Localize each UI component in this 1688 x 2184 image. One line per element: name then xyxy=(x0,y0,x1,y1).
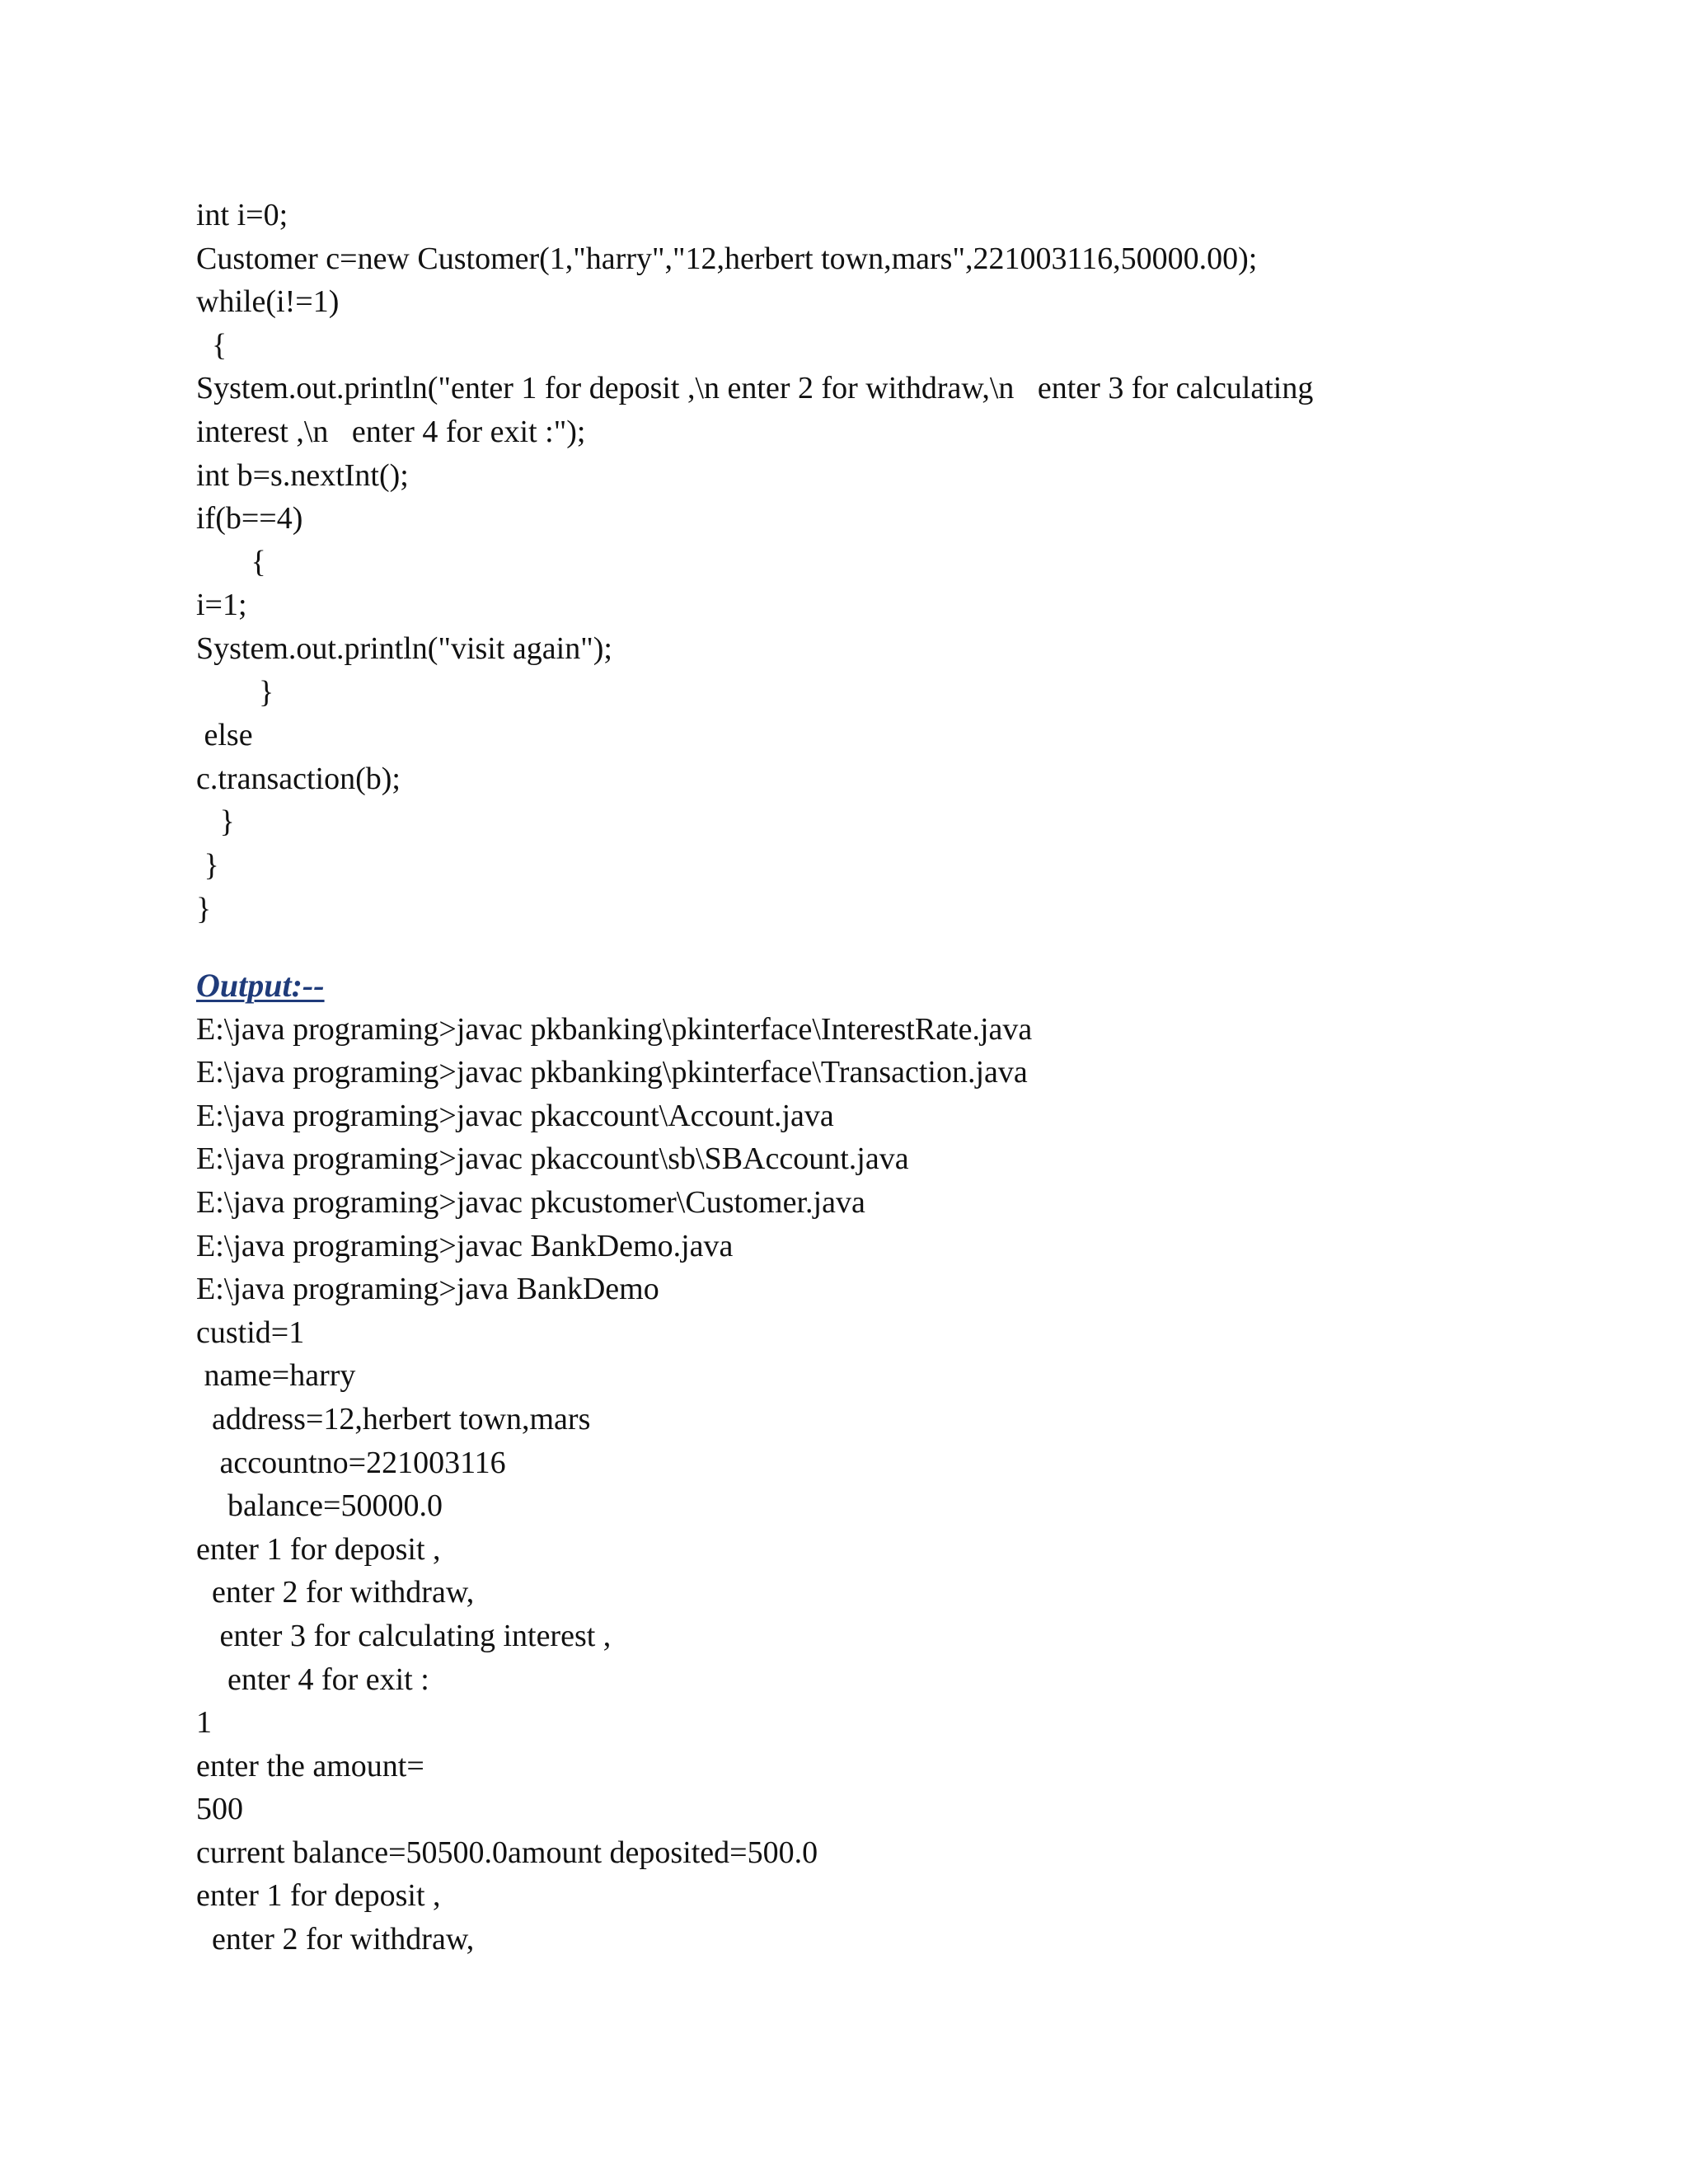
output-line: 1 xyxy=(196,1705,212,1741)
output-line: enter 2 for withdraw, xyxy=(196,1575,475,1610)
code-line: if(b==4) xyxy=(196,501,303,537)
code-line: } xyxy=(196,891,212,926)
output-line: enter 1 for deposit , xyxy=(196,1531,441,1567)
code-line: { xyxy=(196,327,227,363)
output-line: E:\java programing>javac BankDemo.java xyxy=(196,1228,734,1263)
code-line: i=1; xyxy=(196,588,247,623)
output-line: current balance=50500.0amount deposited=500.0 xyxy=(196,1835,818,1870)
output-line: enter 2 for withdraw, xyxy=(196,1922,475,1957)
code-line: System.out.println("visit again"); xyxy=(196,630,612,666)
code-line: while(i!=1) xyxy=(196,284,340,320)
code-line: } xyxy=(196,847,219,883)
output-section xyxy=(196,964,1482,1961)
output-line: 500 xyxy=(196,1792,243,1827)
code-line: else xyxy=(196,718,253,753)
code-line: } xyxy=(196,674,274,710)
output-line: balance=50000.0 xyxy=(196,1488,443,1524)
output-line: custid=1 xyxy=(196,1315,305,1350)
output-line: enter the amount= xyxy=(196,1748,424,1783)
output-line: E:\java programing>javac pkbanking\pkinterface\Transaction.java xyxy=(196,1055,1028,1090)
code-listing xyxy=(196,194,1482,930)
output-line: E:\java programing>javac pkaccount\Account.java xyxy=(196,1098,834,1133)
code-line: int b=s.nextInt(); xyxy=(196,457,409,493)
code-line: { xyxy=(196,544,266,579)
code-line: c.transaction(b); xyxy=(196,761,401,796)
output-line: enter 4 for exit : xyxy=(196,1661,429,1697)
code-line: int i=0; xyxy=(196,198,288,232)
code-line: System.out.println("enter 1 for deposit ,\n enter 2 for withdraw,\n enter 3 for calculating xyxy=(196,371,1314,406)
output-line: E:\java programing>java BankDemo xyxy=(196,1272,659,1307)
output-line: E:\java programing>javac pkcustomer\Customer.java xyxy=(196,1184,865,1220)
output-line: enter 3 for calculating interest , xyxy=(196,1618,612,1653)
output-line: name=harry xyxy=(196,1358,356,1394)
code-line: interest ,\n enter 4 for exit :"); xyxy=(196,414,586,449)
output-line: E:\java programing>javac pkaccount\sb\SBAccount.java xyxy=(196,1141,909,1177)
output-line: E:\java programing>javac pkbanking\pkinterface\InterestRate.java xyxy=(196,1011,1033,1047)
code-line: Customer c=new Customer(1,"harry","12,herbert town,mars",221003116,50000.00); xyxy=(196,241,1258,276)
output-line: enter 1 for deposit , xyxy=(196,1878,441,1914)
output-line: address=12,herbert town,mars xyxy=(196,1401,591,1436)
output-heading: Output:-- xyxy=(196,967,325,1004)
output-line: accountno=221003116 xyxy=(196,1445,506,1480)
code-line: } xyxy=(196,804,235,840)
